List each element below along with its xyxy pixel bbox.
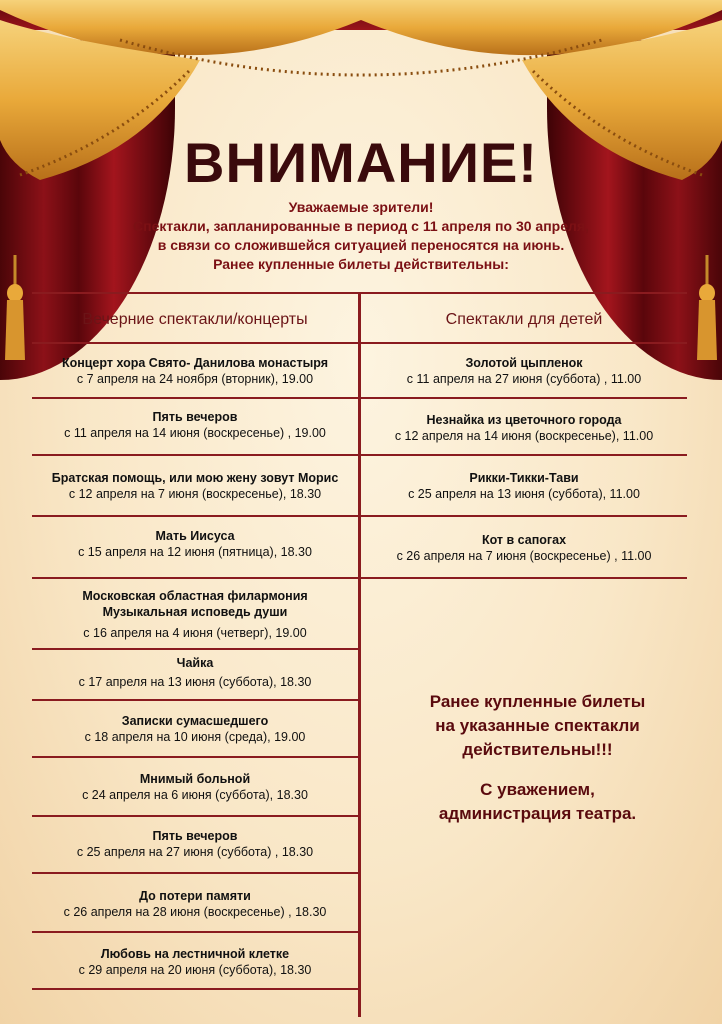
row-divider <box>32 577 687 579</box>
event-date: с 15 апреля на 12 июня (пятница), 18.30 <box>78 545 312 559</box>
list-item <box>32 828 358 861</box>
intro-greeting: Уважаемые зрители! <box>288 199 434 215</box>
event-date: с 16 апреля на 4 июня (четверг), 19.00 <box>83 626 307 640</box>
row-divider <box>361 397 687 399</box>
tassel-left-icon <box>4 255 26 365</box>
list-item <box>32 713 358 746</box>
list-item <box>32 888 358 921</box>
list-item <box>32 655 358 691</box>
intro-text <box>110 198 612 274</box>
event-date: с 25 апреля на 27 июня (суббота) , 18.30 <box>76 845 314 859</box>
signature-line: С уважением, <box>480 780 595 799</box>
row-divider <box>32 931 358 933</box>
event-title: Записки сумасшедшего <box>121 714 269 728</box>
row-divider <box>32 648 358 650</box>
intro-line: Спектакли, запланированные в период с 11 апреля по 30 апреля, <box>133 218 589 234</box>
event-title: До потери памяти <box>139 889 251 903</box>
event-title: Любовь на лестничной клетке <box>100 947 290 961</box>
list-item <box>32 355 358 388</box>
row-divider <box>361 454 687 456</box>
list-item <box>32 771 358 804</box>
list-item <box>361 355 687 388</box>
notice-line: на указанные спектакли <box>435 716 640 735</box>
event-title: Мнимый больной <box>139 772 251 786</box>
event-date: с 7 апреля на 24 ноября (вторник), 19.00 <box>76 372 314 386</box>
intro-line: в связи со сложившейся ситуацией переносятся на июнь. <box>157 237 565 253</box>
event-title: Кот в сапогах <box>481 533 567 547</box>
event-date: с 11 апреля на 14 июня (воскресенье) , 19.00 <box>64 426 326 440</box>
event-title: Чайка <box>176 656 214 670</box>
list-item <box>32 528 358 561</box>
event-date: с 26 апреля на 7 июня (воскресенье) , 11.00 <box>396 549 652 563</box>
column-header-kids: Спектакли для детей <box>445 311 603 328</box>
list-item <box>361 532 687 565</box>
event-title: Братская помощь, или мою жену зовут Морис <box>51 471 339 485</box>
list-item <box>361 470 687 503</box>
list-item <box>32 409 358 442</box>
row-divider <box>32 515 358 517</box>
list-item <box>361 412 687 445</box>
event-subtitle: Музыкальная исповедь души <box>102 605 288 619</box>
event-title: Концерт хора Свято- Данилова монастыря <box>61 356 329 370</box>
event-title: Пять вечеров <box>152 410 238 424</box>
event-date: с 24 апреля на 6 июня (суббота), 18.30 <box>82 788 308 802</box>
event-date: с 12 апреля на 7 июня (воскресенье), 18.30 <box>68 487 322 501</box>
signature-line: администрация театра. <box>438 804 637 823</box>
event-date: с 25 апреля на 13 июня (суббота), 11.00 <box>408 487 640 501</box>
notice-line: Ранее купленные билеты <box>429 692 646 711</box>
event-title: Пять вечеров <box>152 829 238 843</box>
event-date: с 11 апреля на 27 июня (суббота) , 11.00 <box>406 372 642 386</box>
event-title: Мать Иисуса <box>155 529 235 543</box>
notice-block <box>375 690 700 826</box>
row-divider <box>32 454 358 456</box>
list-item <box>32 470 358 503</box>
row-divider <box>32 815 358 817</box>
list-item <box>32 588 358 642</box>
event-date: с 17 апреля на 13 июня (суббота), 18.30 <box>78 675 312 689</box>
event-date: с 29 апреля на 20 июня (суббота), 18.30 <box>78 963 312 977</box>
event-date: с 26 апреля на 28 июня (воскресенье) , 18.30 <box>63 905 327 919</box>
tassel-right-icon <box>696 255 718 365</box>
row-divider <box>32 756 358 758</box>
list-item <box>32 946 358 979</box>
event-title: Московская областная филармония <box>82 589 308 603</box>
column-header-evening: Вечерние спектакли/концерты <box>82 311 308 328</box>
row-divider <box>32 699 358 701</box>
column-divider <box>358 292 361 1017</box>
event-date: с 12 апреля на 14 июня (воскресенье), 11.00 <box>394 429 654 443</box>
intro-line: Ранее купленные билеты действительны: <box>213 256 509 272</box>
event-title: Золотой цыпленок <box>465 356 583 370</box>
notice-line: действительны!!! <box>462 740 613 759</box>
event-date: с 18 апреля на 10 июня (среда), 19.00 <box>84 730 306 744</box>
row-divider <box>32 872 358 874</box>
row-divider <box>32 397 358 399</box>
page-title: ВНИМАНИЕ! <box>184 131 538 194</box>
event-title: Незнайка из цветочного города <box>426 413 622 427</box>
row-divider <box>361 515 687 517</box>
notice-spacer <box>375 762 700 778</box>
row-divider <box>32 988 358 990</box>
event-title: Рикки-Тикки-Тави <box>469 471 579 485</box>
